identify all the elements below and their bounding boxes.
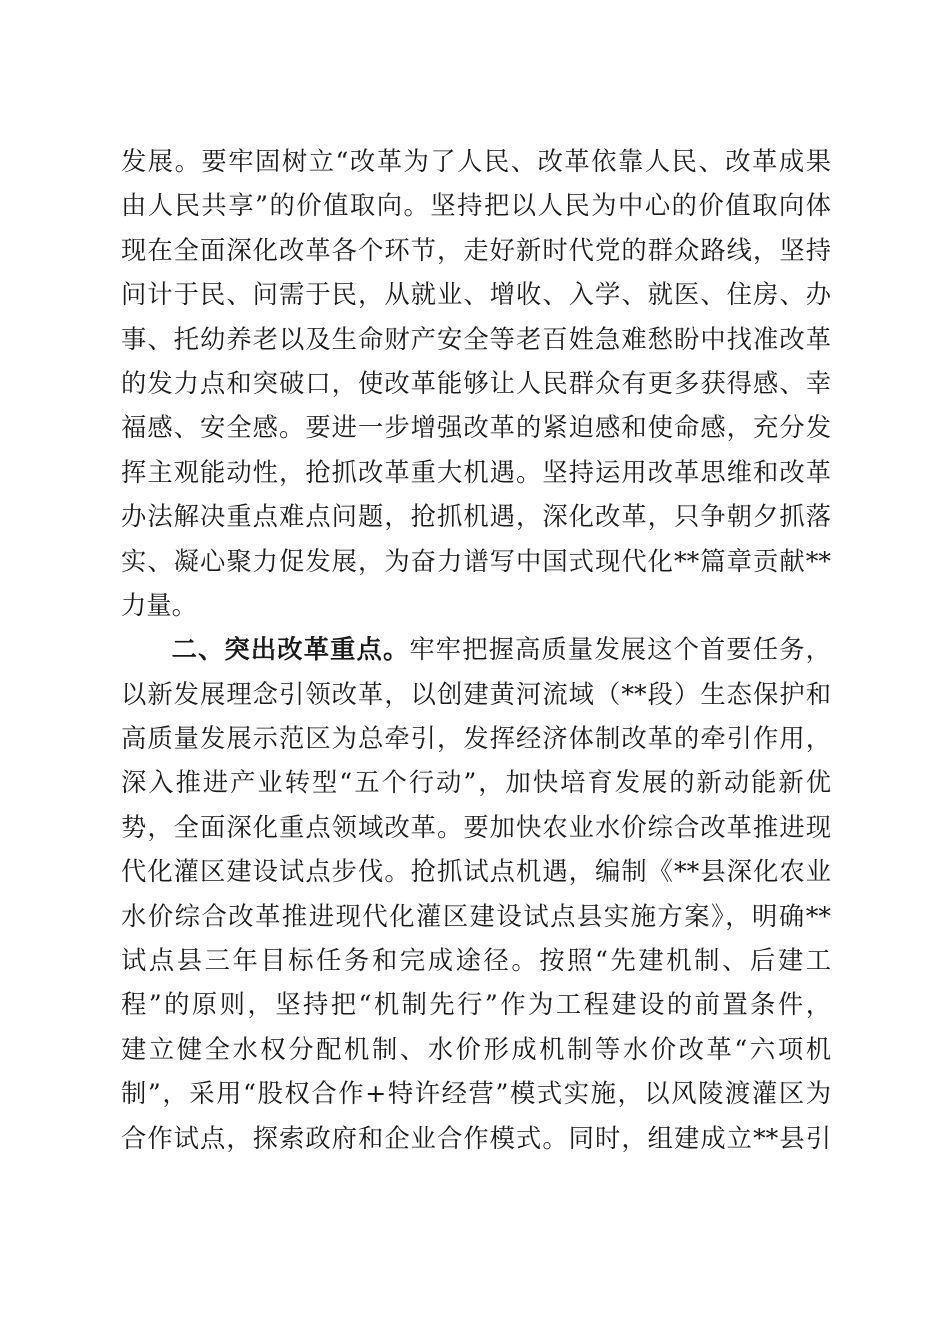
text-line: 高质量发展示范区为总牵引，发挥经济体制改革的牵引作用， (121, 724, 831, 754)
text-line: 以新发展理念引领改革，以创建黄河流域（**段）生态保护和 (121, 679, 831, 709)
text-line: 福感、安全感。要进一步增强改革的紧迫感和使命感，充分发 (121, 413, 831, 443)
body-text (121, 140, 831, 1161)
text-line: 实、凝心聚力促发展，为奋力谱写中国式现代化**篇章贡献** (121, 546, 831, 576)
text-line: 由人民共享”的价值取向。坚持把以人民为中心的价值取向体 (121, 191, 831, 221)
text-line: 水价综合改革推进现代化灌区建设试点县实施方案》，明确** (121, 901, 831, 931)
paragraph-2 (121, 628, 831, 1161)
text-line: 办法解决重点难点问题，抢抓机遇，深化改革，只争朝夕抓落 (121, 502, 831, 532)
text-line: 制”，采用“股权合作+特许经营”模式实施，以风陵渡灌区为 (121, 1079, 831, 1109)
text-line: 深入推进产业转型“五个行动”，加快培育发展的新动能新优 (121, 768, 831, 798)
text-line: 程”的原则，坚持把“机制先行”作为工程建设的前置条件， (121, 990, 831, 1020)
text-line: 代化灌区建设试点步伐。抢抓试点机遇，编制《**县深化农业 (121, 857, 831, 887)
paragraph-1 (121, 140, 831, 628)
text-line: 挥主观能动性，抢抓改革重大机遇。坚持运用改革思维和改革 (121, 457, 831, 487)
text-line: 事、托幼养老以及生命财产安全等老百姓急难愁盼中找准改革 (121, 324, 831, 354)
text-line: 势，全面深化重点领域改革。要加快农业水价综合改革推进现 (121, 812, 831, 842)
paragraph-first-line (121, 628, 831, 672)
section-heading: 二、突出改革重点。 (171, 635, 410, 665)
text-line: 发展。要牢固树立“改革为了人民、改革依靠人民、改革成果 (121, 147, 831, 176)
text-line: 的发力点和突破口，使改革能够让人民群众有更多获得感、幸 (121, 368, 831, 398)
text-line: 力量。 (121, 590, 197, 620)
text-run: 牢牢把握高质量发展这个首要任务， (409, 635, 831, 665)
text-line: 合作试点，探索政府和企业合作模式。同时，组建成立**县引 (121, 1123, 831, 1153)
text-line: 现在全面深化改革各个环节，走好新时代党的群众路线，坚持 (121, 235, 831, 265)
text-line: 建立健全水权分配机制、水价形成机制等水价改革“六项机 (121, 1034, 831, 1064)
text-line: 问计于民、问需于民，从就业、增收、入学、就医、住房、办 (121, 280, 831, 310)
text-line: 试点县三年目标任务和完成途径。按照“先建机制、后建工 (121, 946, 831, 976)
